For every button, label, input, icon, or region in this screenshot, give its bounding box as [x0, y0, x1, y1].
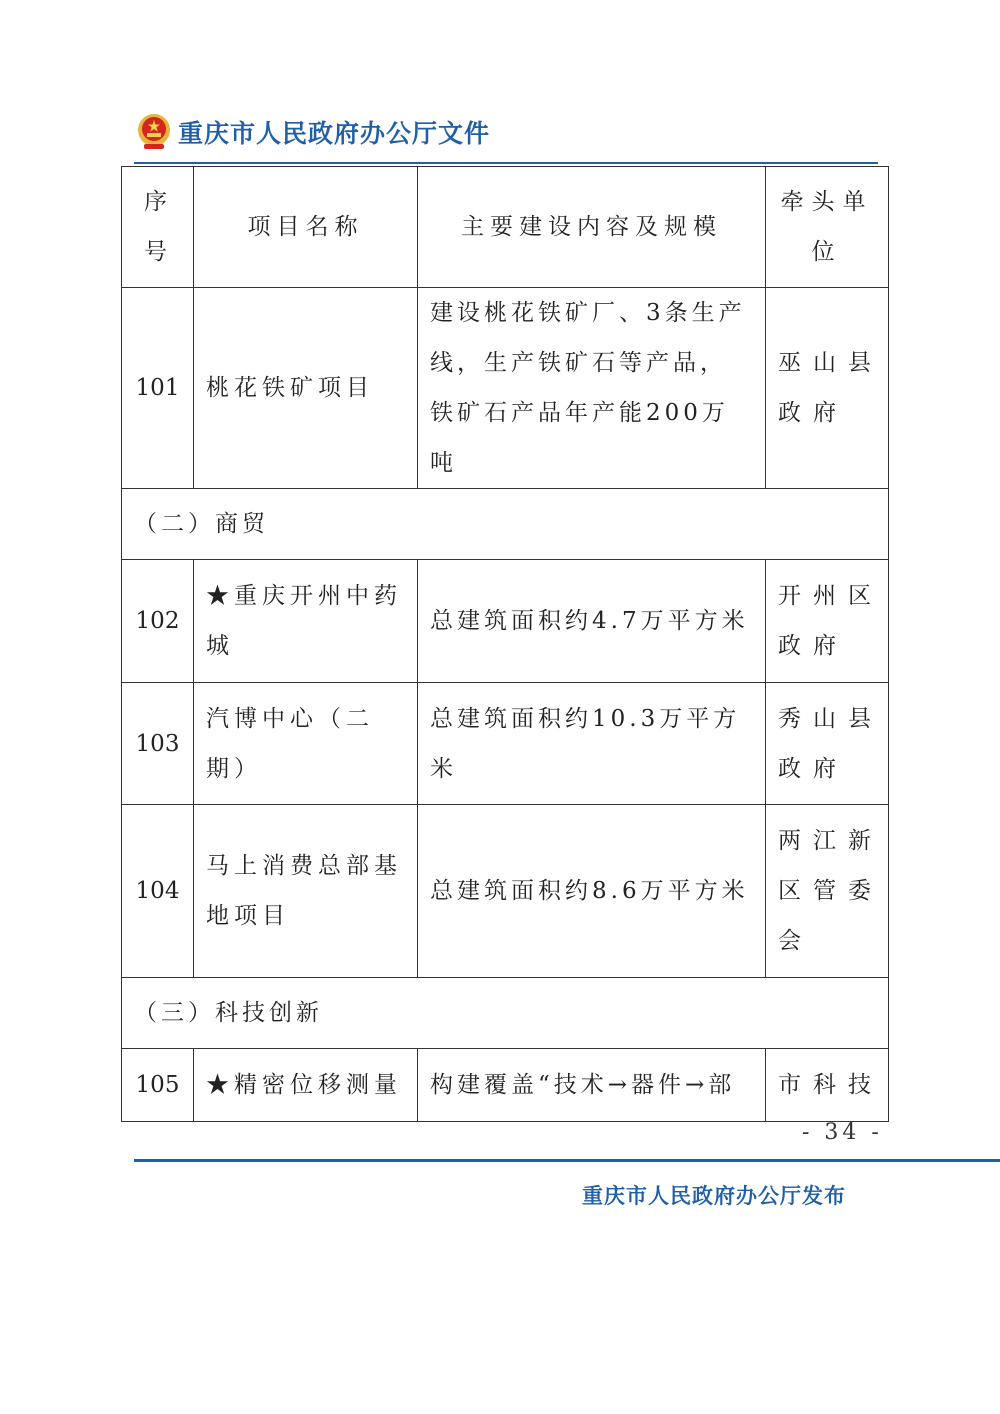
row-lead-unit: 开州区政府 [766, 560, 889, 683]
section-row [122, 978, 889, 1049]
table-header-row [122, 167, 889, 288]
row-lead-unit: 巫山县政府 [766, 288, 889, 489]
page-number: - 34 - [802, 1120, 883, 1145]
section-row [122, 489, 889, 560]
row-content: 建设桃花铁矿厂、3条生产线，生产铁矿石等产品，铁矿石产品年产能200万吨 [418, 288, 766, 489]
row-project-name: 桃花铁矿项目 [194, 288, 418, 489]
footer-divider [134, 1159, 1000, 1162]
header-title: 重庆市人民政府办公厅文件 [178, 119, 491, 148]
column-header-content: 主要建设内容及规模 [418, 167, 766, 288]
footer-publisher: 重庆市人民政府办公厅发布 [582, 1184, 846, 1208]
row-no: 103 [122, 683, 194, 805]
row-no: 101 [122, 288, 194, 489]
row-lead-unit: 两江新区管委会 [766, 805, 889, 978]
column-header-org: 牵头单位 [766, 167, 889, 288]
row-lead-unit: 秀山县政府 [766, 683, 889, 805]
row-no: 105 [122, 1049, 194, 1122]
table-row [122, 560, 889, 683]
section-title: （二）商贸 [122, 489, 889, 560]
row-project-name: ★精密位移测量 [194, 1049, 418, 1122]
row-project-name: 马上消费总部基地项目 [194, 805, 418, 978]
row-content: 构建覆盖“技术→器件→部 [418, 1049, 766, 1122]
row-content: 总建筑面积约10.3万平方米 [418, 683, 766, 805]
row-project-name: ★重庆开州中药城 [194, 560, 418, 683]
row-content: 总建筑面积约4.7万平方米 [418, 560, 766, 683]
table-row [122, 805, 889, 978]
row-project-name: 汽博中心（二期） [194, 683, 418, 805]
row-lead-unit: 市科技 [766, 1049, 889, 1122]
table-row [122, 288, 889, 489]
project-table [121, 166, 889, 1122]
table-row [122, 1049, 889, 1122]
header-divider [134, 162, 878, 164]
national-emblem-icon [136, 112, 172, 152]
table-row [122, 683, 889, 805]
column-header-name: 项目名称 [194, 167, 418, 288]
section-title: （三）科技创新 [122, 978, 889, 1049]
row-no: 102 [122, 560, 194, 683]
row-content: 总建筑面积约8.6万平方米 [418, 805, 766, 978]
row-no: 104 [122, 805, 194, 978]
column-header-no: 序号 [122, 167, 194, 288]
document-header [136, 112, 490, 152]
